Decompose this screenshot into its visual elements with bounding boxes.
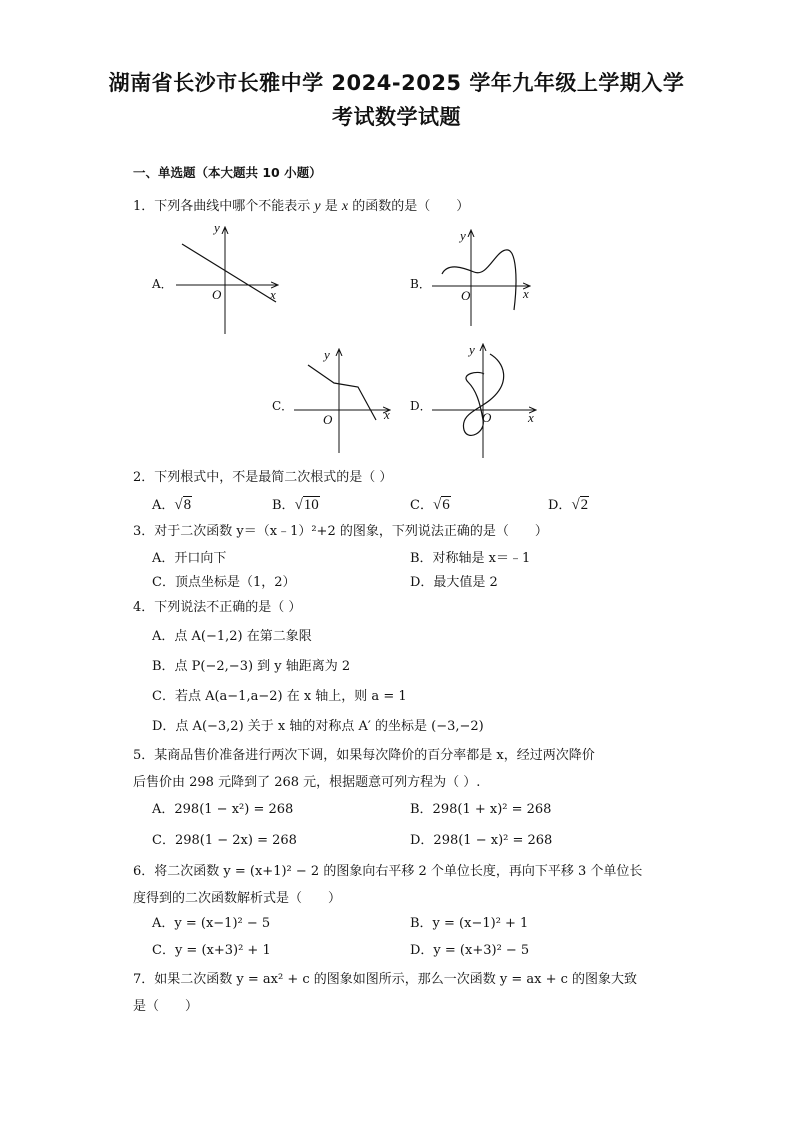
q3-option-b: B．对称轴是 x＝﹣1 (410, 551, 531, 566)
y-axis-label: y (214, 220, 220, 235)
y-axis-label: y (469, 342, 475, 357)
q6-option-c: C．y = (x+3)² + 1 (152, 943, 271, 958)
question-6-line2: 度得到的二次函数解析式是（ ） (133, 891, 342, 906)
sqrt-symbol: √10 (294, 497, 319, 513)
q5-option-a: A．298(1 − x²) = 268 (152, 802, 294, 817)
origin-label: O (323, 412, 333, 427)
q4-option-d: D．点 A(−3,2) 关于 x 轴的对称点 A′ 的坐标是 (−3,−2) (152, 719, 484, 734)
y-axis-label: y (460, 228, 466, 243)
question-5-line2: 后售价由 298 元降到了 268 元，根据题意可列方程为（ ）. (133, 775, 481, 790)
q1-graph-b (428, 228, 538, 328)
question-7-line2: 是（ ） (133, 999, 199, 1014)
question-6-line1: 6．将二次函数 y = (x+1)² − 2 的图象向右平移 2 个单位长度，再向下平移 3 个单位长 (133, 864, 643, 879)
q2-option-c: C．√6 (410, 497, 450, 513)
x-axis-label: x (270, 287, 276, 302)
q3-option-d: D．最大值是 2 (410, 575, 498, 590)
q1-option-c-label: C． (272, 399, 294, 413)
q1-graph-a (170, 222, 285, 337)
q5-option-d: D．298(1 − x)² = 268 (410, 833, 553, 848)
question-1-stem: 1．下列各曲线中哪个不能表示 y 是 x 的函数的是（ ） (133, 199, 470, 214)
sqrt-symbol: √6 (432, 497, 450, 513)
question-3-stem: 3．对于二次函数 y＝（x﹣1）²+2 的图象，下列说法正确的是（ ） (133, 524, 548, 539)
sqrt-symbol: √8 (174, 497, 192, 513)
q4-option-b: B．点 P(−2,−3) 到 y 轴距离为 2 (152, 659, 351, 674)
y-axis-label: y (324, 347, 330, 362)
x-axis-label: x (528, 410, 534, 425)
q1-graph-c (290, 345, 395, 455)
question-5-line1: 5．某商品售价准备进行两次下调，如果每次降价的百分率都是 x，经过两次降价 (133, 748, 595, 763)
q4-option-a: A．点 A(−1,2) 在第二象限 (152, 629, 312, 644)
page-title-line2: 考试数学试题 (332, 105, 461, 129)
q1-graph-d (428, 342, 540, 460)
q5-option-c: C．298(1 − 2x) = 268 (152, 833, 297, 848)
q6-option-b: B．y = (x−1)² + 1 (410, 916, 529, 931)
question-7-line1: 7．如果二次函数 y = ax² + c 的图象如图所示，那么一次函数 y = ax + c 的图象大致 (133, 972, 638, 987)
q1-option-d-label: D． (410, 399, 432, 413)
q1-option-a-label: A． (152, 277, 173, 291)
x-axis-label: x (523, 286, 529, 301)
q3-option-c: C．顶点坐标是（1，2） (152, 575, 296, 590)
question-4-stem: 4．下列说法不正确的是（ ） (133, 600, 302, 615)
cubic-curve (442, 250, 516, 310)
origin-label: O (212, 287, 222, 302)
q2-option-b: B．√10 (272, 497, 319, 513)
section-heading: 一、单选题（本大题共 10 小题） (133, 165, 322, 180)
q2-option-d: D．√2 (548, 497, 589, 513)
origin-label: O (482, 410, 492, 425)
x-axis-label: x (384, 407, 390, 422)
q6-option-d: D．y = (x+3)² − 5 (410, 943, 530, 958)
q1-option-b-label: B． (410, 277, 431, 291)
line-curve (182, 244, 276, 302)
page-title-line1: 湖南省长沙市长雅中学 2024-2025 学年九年级上学期入学 (108, 71, 685, 95)
q3-option-a: A．开口向下 (152, 551, 227, 566)
sqrt-symbol: √2 (571, 497, 589, 513)
q4-option-c: C．若点 A(a−1,a−2) 在 x 轴上，则 a = 1 (152, 689, 407, 704)
q5-option-b: B．298(1 + x)² = 268 (410, 802, 552, 817)
q6-option-a: A．y = (x−1)² − 5 (152, 916, 271, 931)
origin-label: O (461, 288, 471, 303)
q2-option-a: A．√8 (152, 497, 192, 513)
polyline-curve (308, 365, 376, 420)
question-2-stem: 2．下列根式中，不是最简二次根式的是（ ） (133, 470, 393, 485)
